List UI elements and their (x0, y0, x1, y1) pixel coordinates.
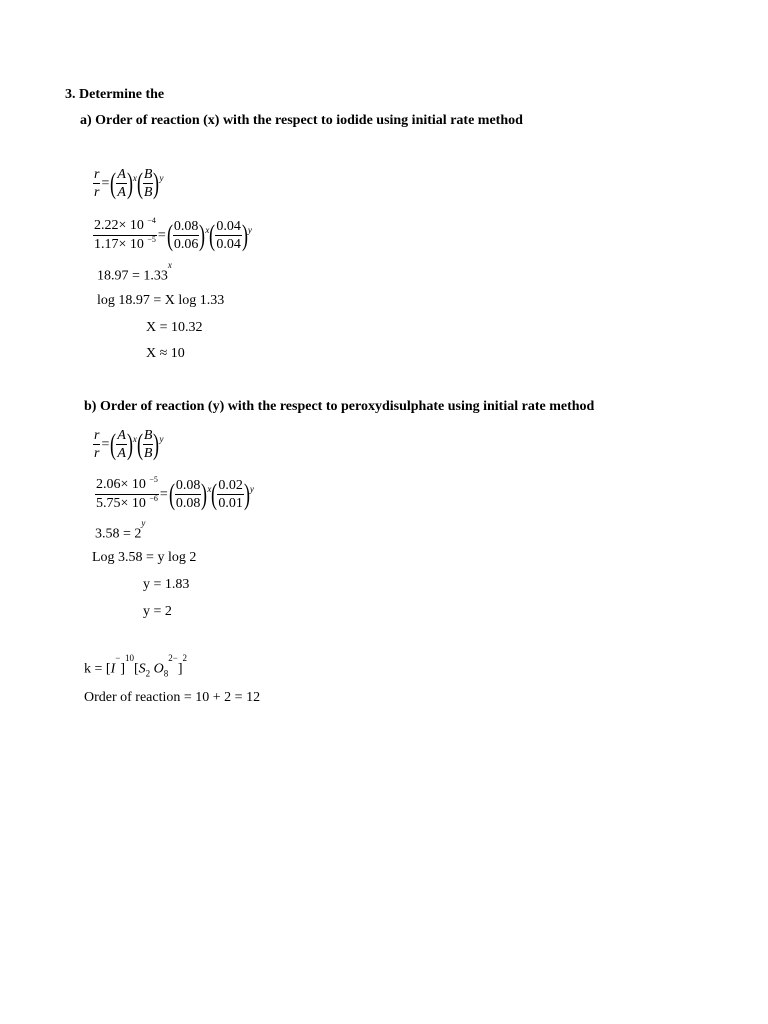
conc-b-fraction: $\frac{B}{B}$ (143, 428, 153, 461)
part-a-line1: $18.97 = 1.33^x$ (97, 260, 172, 284)
part-b-line4: y = 2 (143, 604, 172, 619)
part-a-line3: X = 10.32 (146, 320, 203, 335)
rate-fraction: $\frac{r}{r}$ (94, 167, 100, 200)
persulfate-conc-fraction: $\frac{0.04}{0.04}$ (216, 219, 241, 252)
part-a-numeric-ratio: $\frac{2.22\times 10 ^{-4}}{1.17\times 10 ^{-5}}$ = ( $\frac{0.08}{0.06}$ ) x ( $\frac{0.04}{0.04}$ ) y (94, 216, 252, 252)
part-b-line2: Log 3.58 = y log 2 (92, 550, 197, 565)
part-b-rate-ratio: $\frac{r}{r}$ = ( $\frac{A}{A}$ ) x ( $\frac{B}{B}$ ) y (94, 427, 164, 461)
rate-fraction: $\frac{r}{r}$ (94, 428, 100, 461)
part-b-line1: $3.58 = 2^y$ (95, 518, 146, 542)
iodide-conc-fraction: $\frac{0.08}{0.06}$ (173, 219, 199, 252)
conc-a-fraction: $\frac{A}{A}$ (117, 428, 126, 461)
part-b-numeric-ratio: $\frac{2.06\times 10 ^{-5}}{5.75\times 10 ^{-6}}$ = ( $\frac{0.08}{0.08}$ ) x ( $\frac{0.02}{0.01}$ ) y (96, 475, 254, 511)
part-b-line3: y = 1.83 (143, 577, 190, 592)
equals: = (101, 175, 110, 191)
conc-a-fraction: $\frac{A}{A}$ (117, 167, 126, 200)
rate-values-fraction: $\frac{2.22\times 10 ^{-4}}{1.17\times 10 ^{-5}}$ (94, 216, 156, 252)
question-title: 3. Determine the (65, 87, 165, 102)
rate-law: $k = [I^-]^{10}[S_2$ $O_8^{2-}]^2$ (84, 653, 188, 679)
part-a-rate-ratio: $\frac{r}{r}$ = ( $\frac{A}{A}$ ) x ( $\frac{B}{B}$ ) y (94, 166, 164, 200)
persulfate-conc-fraction: $\frac{0.02}{0.01}$ (218, 478, 243, 511)
overall-order: Order of reaction = 10 + 2 = 12 (84, 690, 261, 705)
iodide-conc-fraction: $\frac{0.08}{0.08}$ (175, 478, 201, 511)
part-a-line2: log 18.97 = X log 1.33 (97, 293, 225, 308)
part-b-heading: b) Order of reaction (y) with the respect to peroxydisulphate using initial rate method (84, 399, 595, 414)
part-a-line4: X ≈ 10 (146, 346, 185, 361)
part-a-heading: a) Order of reaction (x) with the respect to iodide using initial rate method (80, 113, 523, 128)
rate-values-fraction: $\frac{2.06\times 10 ^{-5}}{5.75\times 10 ^{-6}}$ (96, 475, 158, 511)
conc-b-fraction: $\frac{B}{B}$ (143, 167, 153, 200)
